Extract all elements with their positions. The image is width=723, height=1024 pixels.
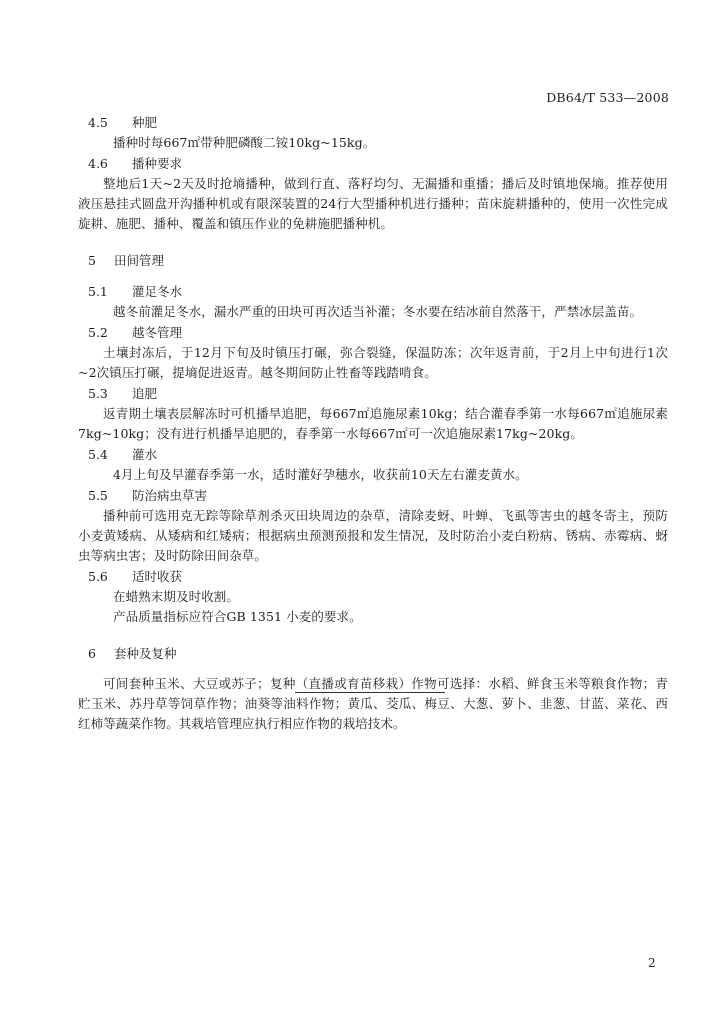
spacer bbox=[88, 271, 668, 281]
clause-text-5-5: 播种前可选用克无踪等除草剂杀灭田块周边的杂草，清除麦蚜、叶蝉、飞虱等害虫的越冬寄主，预防小麦黄矮病、从矮病和红矮病；根据病虫预测预报和发生情况，及时防治小麦白粉病、锈病、赤霉病、蚜虫等病虫害；及时防除田间杂草。 bbox=[78, 508, 668, 563]
clause-number: 5.2 bbox=[88, 325, 108, 340]
clause-title: 防治病虫草害 bbox=[132, 488, 208, 503]
clause-number: 4.5 bbox=[88, 115, 108, 130]
clause-heading-5-6 bbox=[88, 566, 668, 587]
clause-number: 5.6 bbox=[88, 569, 108, 584]
clause-number: 5.3 bbox=[88, 386, 108, 401]
section-heading-6 bbox=[88, 643, 668, 664]
clause-text-5-3: 返青期土壤表层解冻时可机播旱追肥，每667㎡追施尿素10kg；结合灌春季第一水每667㎡追施尿素7kg~10kg；没有进行机播旱追肥的，春季第一水每667㎡可一次追施尿素17kg~20kg。 bbox=[78, 406, 668, 441]
spacer bbox=[88, 664, 668, 674]
section-text-6: 可间套种玉米、大豆或苏子；复种（直播或育苗移栽）作物可选择：水稻、鲜食玉米等粮食作物；青贮玉米、苏丹草等饲草作物；油葵等油料作物；黄瓜、茭瓜、梅豆、大葱、萝卜、韭葱、甘蓝、菜花、西红柿等蔬菜作物。其栽培管理应执行相应作物的栽培技术。 bbox=[78, 676, 668, 731]
clause-heading-5-4 bbox=[88, 444, 668, 465]
clause-text-4-6: 整地后1天~2天及时抢墒播种，做到行直、落籽均匀、无漏播和重播；播后及时镇地保墒。推荐使用液压悬挂式圆盘开沟播种机或有限深装置的24行大型播种机进行播种；苗床旋耕播种的，使用一次性完成旋耕、施肥、播种、覆盖和镇压作业的免耕施肥播种机。 bbox=[78, 176, 668, 231]
clause-title: 追肥 bbox=[132, 386, 158, 401]
section-number: 5 bbox=[88, 253, 96, 268]
clause-heading-5-3 bbox=[88, 383, 668, 404]
clause-text-4-5: 播种时每667㎡带种肥磷酸二铵10kg~15kg。 bbox=[113, 135, 376, 150]
section-heading-5 bbox=[88, 250, 668, 271]
spacer bbox=[88, 627, 668, 643]
clause-title: 适时收获 bbox=[132, 569, 183, 584]
section-number: 6 bbox=[88, 646, 96, 661]
section-title: 田间管理 bbox=[114, 253, 165, 268]
clause-heading-5-1 bbox=[88, 281, 668, 302]
section-title: 套种及复种 bbox=[114, 646, 177, 661]
clause-title: 越冬管理 bbox=[132, 325, 183, 340]
clause-text-5-2: 土壤封冻后，于12月下旬及时镇压打碾，弥合裂缝，保温防冻；次年返青前，于2月上中旬进行1次~2次镇压打碾，提墒促进返青。越冬期间防止牲畜等践踏啃食。 bbox=[78, 345, 668, 380]
end-rule bbox=[295, 692, 445, 693]
clause-title: 种肥 bbox=[132, 115, 158, 130]
clause-text-5-6-line2: 产品质量指标应符合GB 1351 小麦的要求。 bbox=[113, 609, 362, 624]
clause-heading-4-5 bbox=[88, 112, 668, 133]
clause-text-5-6-line1: 在蜡熟末期及时收割。 bbox=[113, 589, 240, 604]
clause-number: 5.4 bbox=[88, 447, 108, 462]
clause-title: 灌水 bbox=[132, 447, 158, 462]
page-number: 2 bbox=[648, 956, 656, 970]
clause-number: 4.6 bbox=[88, 156, 108, 171]
clause-title: 灌足冬水 bbox=[132, 284, 183, 299]
document-code: DB64/T 533—2008 bbox=[546, 90, 669, 105]
document-body bbox=[78, 112, 668, 734]
spacer bbox=[88, 234, 668, 250]
clause-number: 5.5 bbox=[88, 488, 108, 503]
clause-heading-5-5 bbox=[88, 485, 668, 506]
clause-title: 播种要求 bbox=[132, 156, 183, 171]
clause-heading-5-2 bbox=[88, 322, 668, 343]
clause-text-5-1: 越冬前灌足冬水，漏水严重的田块可再次适当补灌；冬水要在结冰前自然落干，严禁冰层盖苗。 bbox=[113, 304, 643, 319]
clause-number: 5.1 bbox=[88, 284, 108, 299]
clause-heading-4-6 bbox=[88, 153, 668, 174]
clause-text-5-4: 4月上旬及早灌春季第一水，适时灌好孕穗水，收获前10天左右灌麦黄水。 bbox=[113, 467, 528, 482]
